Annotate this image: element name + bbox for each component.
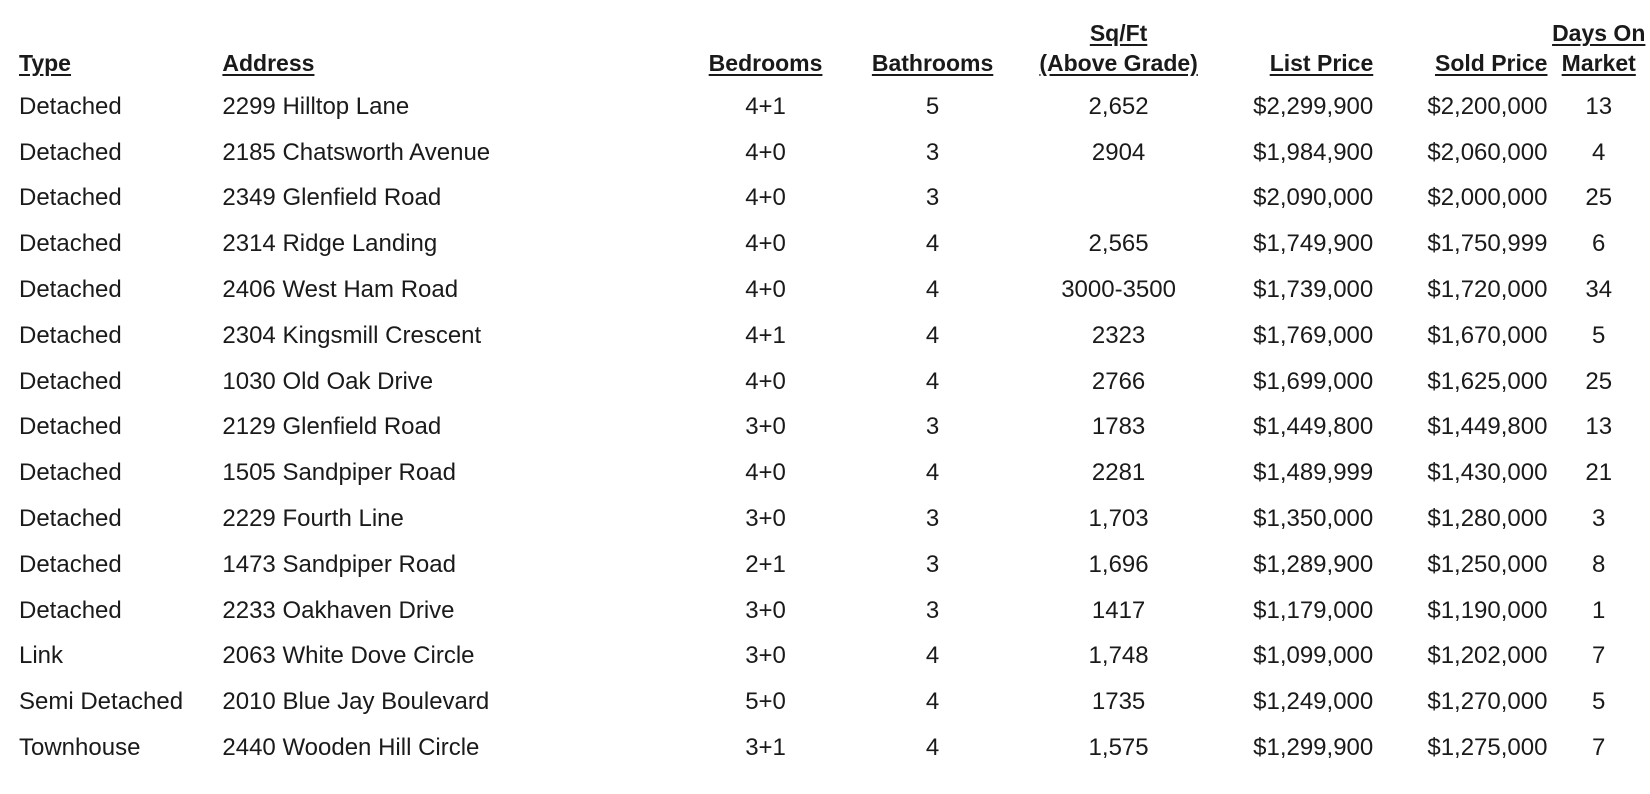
cell-bedrooms: 3+0 xyxy=(745,505,786,533)
cell-sold-price: $1,280,000 xyxy=(1427,505,1548,533)
cell-sold-price: $1,275,000 xyxy=(1427,734,1548,762)
cell-address: 2063 White Dove Circle xyxy=(222,642,475,670)
cell-sold-price: $1,625,000 xyxy=(1427,367,1548,395)
cell-sqft: 2281 xyxy=(1091,459,1146,487)
cell-list-price: $1,289,900 xyxy=(1253,550,1374,578)
table-row xyxy=(0,359,1650,405)
table-row xyxy=(0,588,1650,634)
cell-sqft: 2766 xyxy=(1091,367,1146,395)
cell-days-on-market: 7 xyxy=(1592,734,1606,762)
header-days-line2: Market xyxy=(1561,50,1636,76)
cell-bedrooms: 4+0 xyxy=(745,138,786,166)
table-body xyxy=(0,84,1650,771)
cell-days-on-market: 6 xyxy=(1592,230,1606,258)
table-row xyxy=(0,634,1650,680)
cell-list-price: $1,179,000 xyxy=(1253,596,1374,624)
cell-list-price: $1,749,900 xyxy=(1253,230,1374,258)
cell-bathrooms: 4 xyxy=(925,230,940,258)
cell-list-price: $1,489,999 xyxy=(1253,459,1374,487)
cell-sqft: 1,696 xyxy=(1088,550,1149,578)
cell-sold-price: $1,202,000 xyxy=(1427,642,1548,670)
cell-type: Detached xyxy=(19,505,122,533)
cell-type: Detached xyxy=(19,413,122,441)
table-row xyxy=(0,679,1650,725)
cell-type: Townhouse xyxy=(19,734,141,762)
cell-list-price: $1,249,000 xyxy=(1253,688,1374,716)
table-row xyxy=(0,496,1650,542)
cell-days-on-market: 5 xyxy=(1592,321,1606,349)
header-sqft xyxy=(1018,0,1220,84)
header-sqft-line1: Sq/Ft xyxy=(1089,20,1148,46)
cell-list-price: $2,090,000 xyxy=(1253,184,1374,212)
header-bathrooms: Bathrooms xyxy=(871,50,994,76)
table-row xyxy=(0,405,1650,451)
cell-bedrooms: 4+1 xyxy=(745,321,786,349)
cell-type: Detached xyxy=(19,184,122,212)
cell-sqft: 1,748 xyxy=(1088,642,1149,670)
cell-days-on-market: 3 xyxy=(1592,505,1606,533)
cell-list-price: $1,769,000 xyxy=(1253,321,1374,349)
cell-sold-price: $2,000,000 xyxy=(1427,184,1548,212)
cell-days-on-market: 13 xyxy=(1585,92,1613,120)
header-bedrooms: Bedrooms xyxy=(708,50,823,76)
cell-list-price: $2,299,900 xyxy=(1253,92,1374,120)
cell-days-on-market: 25 xyxy=(1585,184,1613,212)
cell-address: 1030 Old Oak Drive xyxy=(222,367,434,395)
cell-address: 1473 Sandpiper Road xyxy=(222,550,456,578)
cell-address: 2010 Blue Jay Boulevard xyxy=(222,688,490,716)
cell-list-price: $1,449,800 xyxy=(1253,413,1374,441)
cell-sold-price: $1,750,999 xyxy=(1427,230,1548,258)
cell-sold-price: $1,250,000 xyxy=(1427,550,1548,578)
cell-address: 2233 Oakhaven Drive xyxy=(222,596,455,624)
table-row xyxy=(0,84,1650,130)
table-row xyxy=(0,130,1650,176)
cell-bathrooms: 4 xyxy=(925,321,940,349)
cell-days-on-market: 1 xyxy=(1592,596,1606,624)
cell-address: 2229 Fourth Line xyxy=(222,505,404,533)
cell-bedrooms: 3+0 xyxy=(745,596,786,624)
cell-type: Detached xyxy=(19,367,122,395)
cell-sqft: 1735 xyxy=(1091,688,1146,716)
cell-type: Link xyxy=(19,642,64,670)
table-row xyxy=(0,313,1650,359)
cell-type: Detached xyxy=(19,550,122,578)
cell-sqft: 2904 xyxy=(1091,138,1146,166)
cell-days-on-market: 8 xyxy=(1592,550,1606,578)
cell-sold-price: $1,449,800 xyxy=(1427,413,1548,441)
cell-type: Detached xyxy=(19,92,122,120)
cell-list-price: $1,699,000 xyxy=(1253,367,1374,395)
cell-type: Detached xyxy=(19,596,122,624)
cell-type: Detached xyxy=(19,230,122,258)
cell-days-on-market: 21 xyxy=(1585,459,1613,487)
cell-sqft: 1,575 xyxy=(1088,734,1149,762)
cell-bedrooms: 2+1 xyxy=(745,550,786,578)
cell-sold-price: $1,270,000 xyxy=(1427,688,1548,716)
cell-address: 2406 West Ham Road xyxy=(222,276,459,304)
cell-bathrooms: 3 xyxy=(925,413,940,441)
cell-type: Detached xyxy=(19,459,122,487)
cell-bedrooms: 3+1 xyxy=(745,734,786,762)
cell-sqft: 1783 xyxy=(1091,413,1146,441)
cell-type: Detached xyxy=(19,276,122,304)
header-days-line1: Days On xyxy=(1552,20,1646,46)
cell-bedrooms: 4+0 xyxy=(745,276,786,304)
cell-bathrooms: 4 xyxy=(925,459,940,487)
cell-sold-price: $2,200,000 xyxy=(1427,92,1548,120)
cell-days-on-market: 7 xyxy=(1592,642,1606,670)
cell-list-price: $1,299,900 xyxy=(1253,734,1374,762)
header-days-on-market xyxy=(1547,0,1650,84)
cell-bedrooms: 5+0 xyxy=(745,688,786,716)
cell-sqft: 2323 xyxy=(1091,321,1146,349)
cell-bedrooms: 4+0 xyxy=(745,230,786,258)
cell-type: Detached xyxy=(19,138,122,166)
cell-sqft xyxy=(1018,176,1220,222)
cell-bathrooms: 3 xyxy=(925,184,940,212)
cell-sold-price: $1,670,000 xyxy=(1427,321,1548,349)
cell-list-price: $1,350,000 xyxy=(1253,505,1374,533)
header-address: Address xyxy=(222,50,315,76)
cell-type: Detached xyxy=(19,321,122,349)
cell-sold-price: $1,720,000 xyxy=(1427,276,1548,304)
table-header xyxy=(0,0,1650,84)
header-list-price: List Price xyxy=(1269,50,1374,76)
cell-bathrooms: 4 xyxy=(925,734,940,762)
cell-bathrooms: 3 xyxy=(925,138,940,166)
cell-bathrooms: 3 xyxy=(925,505,940,533)
cell-days-on-market: 13 xyxy=(1585,413,1613,441)
table-row xyxy=(0,176,1650,222)
table-row xyxy=(0,267,1650,313)
cell-bedrooms: 4+0 xyxy=(745,459,786,487)
table-row xyxy=(0,450,1650,496)
cell-bedrooms: 4+0 xyxy=(745,367,786,395)
cell-address: 2314 Ridge Landing xyxy=(222,230,438,258)
cell-bedrooms: 4+1 xyxy=(745,92,786,120)
cell-list-price: $1,984,900 xyxy=(1253,138,1374,166)
cell-bathrooms: 3 xyxy=(925,596,940,624)
header-row xyxy=(0,0,1650,84)
cell-bedrooms: 4+0 xyxy=(745,184,786,212)
cell-bathrooms: 4 xyxy=(925,276,940,304)
cell-bathrooms: 4 xyxy=(925,367,940,395)
header-sold-price: Sold Price xyxy=(1434,50,1548,76)
header-sqft-line2: (Above Grade) xyxy=(1039,50,1198,76)
cell-bathrooms: 4 xyxy=(925,688,940,716)
cell-list-price: $1,099,000 xyxy=(1253,642,1374,670)
table-row xyxy=(0,221,1650,267)
cell-address: 2299 Hilltop Lane xyxy=(222,92,410,120)
cell-days-on-market: 5 xyxy=(1592,688,1606,716)
cell-sqft: 2,652 xyxy=(1088,92,1149,120)
cell-address: 2185 Chatsworth Avenue xyxy=(222,138,491,166)
cell-bathrooms: 3 xyxy=(925,550,940,578)
cell-type: Semi Detached xyxy=(19,688,184,716)
cell-sqft: 1417 xyxy=(1091,596,1146,624)
cell-bathrooms: 5 xyxy=(925,92,940,120)
cell-sqft: 1,703 xyxy=(1088,505,1149,533)
table-row xyxy=(0,725,1650,771)
cell-sold-price: $2,060,000 xyxy=(1427,138,1548,166)
header-type: Type xyxy=(19,50,71,76)
cell-list-price: $1,739,000 xyxy=(1253,276,1374,304)
cell-days-on-market: 25 xyxy=(1585,367,1613,395)
cell-address: 2304 Kingsmill Crescent xyxy=(222,321,482,349)
cell-days-on-market: 4 xyxy=(1592,138,1606,166)
cell-address: 2129 Glenfield Road xyxy=(222,413,442,441)
cell-days-on-market: 34 xyxy=(1585,276,1613,304)
cell-address: 2440 Wooden Hill Circle xyxy=(222,734,480,762)
cell-bathrooms: 4 xyxy=(925,642,940,670)
cell-sqft: 3000-3500 xyxy=(1061,276,1176,304)
cell-address: 1505 Sandpiper Road xyxy=(222,459,456,487)
cell-bedrooms: 3+0 xyxy=(745,413,786,441)
cell-sold-price: $1,190,000 xyxy=(1427,596,1548,624)
cell-bedrooms: 3+0 xyxy=(745,642,786,670)
cell-address: 2349 Glenfield Road xyxy=(222,184,442,212)
cell-sold-price: $1,430,000 xyxy=(1427,459,1548,487)
cell-sqft: 2,565 xyxy=(1088,230,1149,258)
table-row xyxy=(0,542,1650,588)
